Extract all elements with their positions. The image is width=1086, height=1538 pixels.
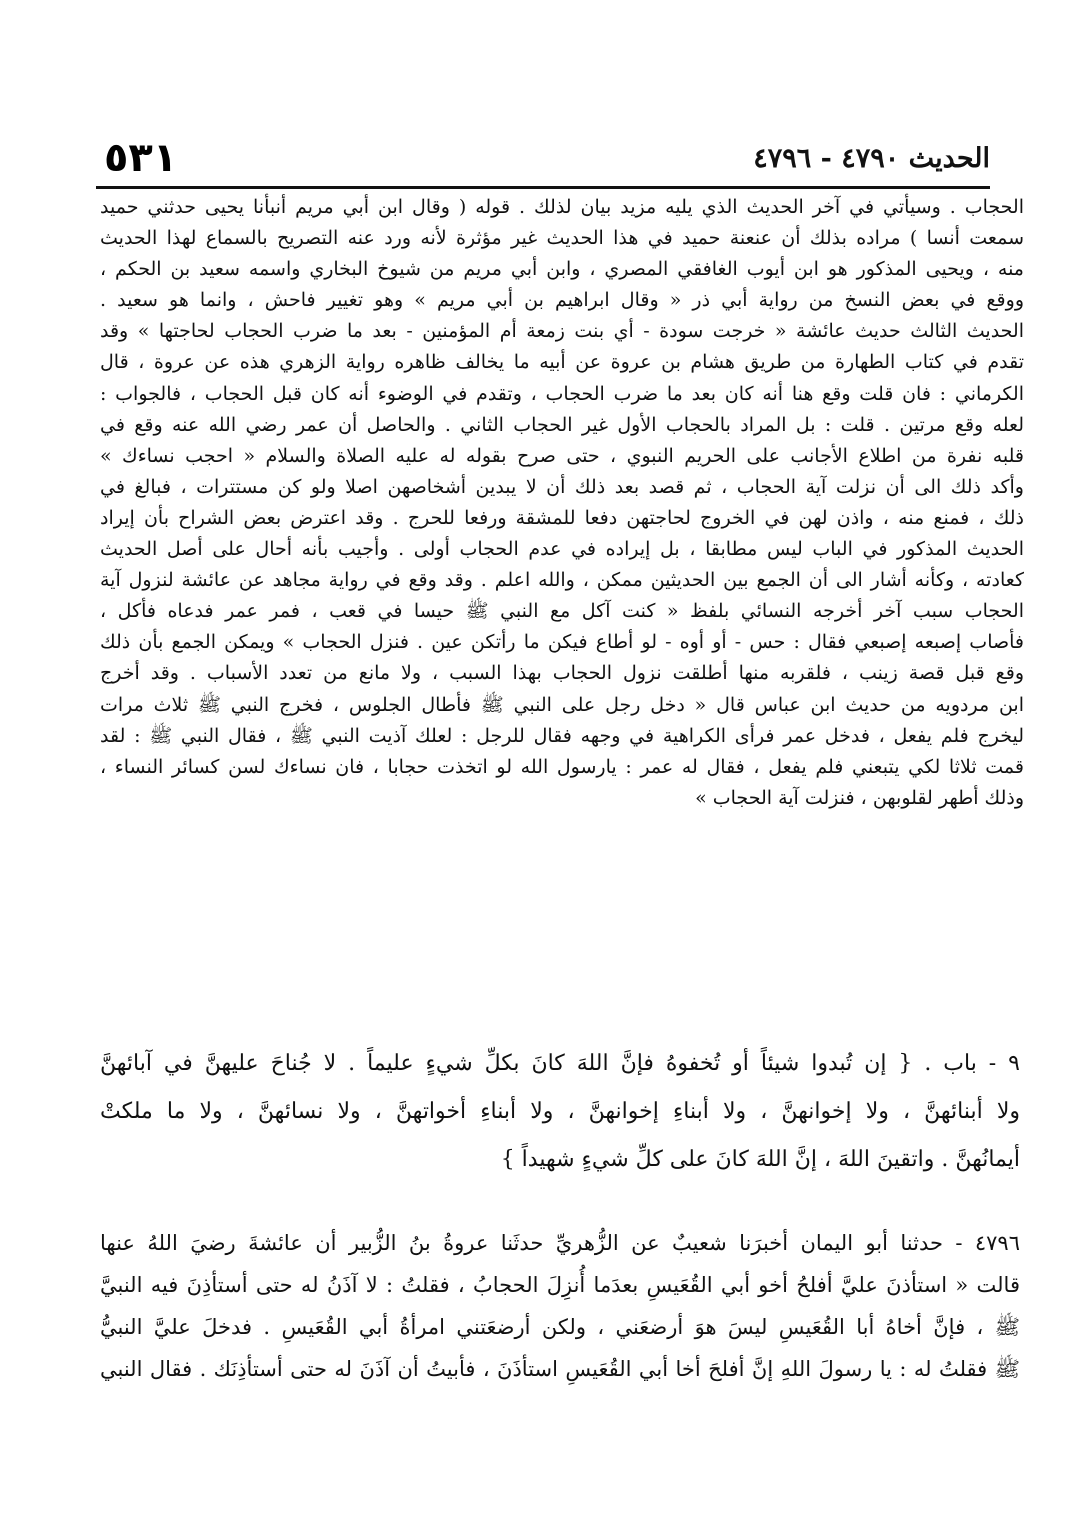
commentary-line: ابن مردويه من حديث ابن عباس قال « دخل رجل على النبي ﷺ فأطال الجلوس ، فخرج النبي ﷺ ثلاث مرات <box>100 693 1024 716</box>
commentary-line: سمعت أنسا ) مراده بذلك أن عنعنة حميد في هذا الحديث غير مؤثرة لأنه ورد عنه التصريح بالسماع لهذا الحديث <box>100 227 1024 250</box>
commentary-line: وقع قبل قصة زينب ، فلقربه منها أطلقت نزول الحجاب بهذا السبب ، ولا مانع من تعدد الأسباب . وقد أخرج <box>100 662 1024 685</box>
header-rule <box>96 186 990 189</box>
hadith-line: ﷺ فقلتُ له : يا رسولَ اللهِ إنَّ أفلحَ أخا أبي القُعَيسِ استأذَنَ ، فأبيتُ أن آذَنَ له حتى أستأذِنَك . فقال النبي <box>100 1357 1020 1381</box>
hadith-line: ﷺ ، فإنَّ أخاهُ أبا القُعَيسِ ليسَ هوَ أرضعَني ، ولكن أرضعَتني امرأةُ أبي القُعَيسِ . فدخلَ عليَّ النبيُّ <box>100 1315 1020 1339</box>
chapter-line: أيمانُهنَّ . واتقينَ اللهَ ، إنَّ اللهَ كانَ على كلِّ شيءٍ شهيداً } <box>500 1147 1020 1172</box>
commentary-line: منه ، ويحيى المذكور هو ابن أيوب الغافقي المصري ، وابن أبي مريم من شيوخ البخاري واسمه سعيد بن الحكم ، <box>100 258 1024 281</box>
page-header <box>104 136 990 180</box>
commentary-line: قمت ثلاثا لكي يتبعني فلم يفعل ، فقال له عمر : يارسول الله لو اتخذت حجابا ، فان نساءك لسن كسائر النساء ، <box>100 755 1024 778</box>
commentary-line: وأكد ذلك الى أن نزلت آية الحجاب ، ثم قصد بعد ذلك أن لا يبدين أشخاصهن اصلا ولو كن مستترات ، فبالغ في <box>100 475 1024 498</box>
commentary-line: قلبه نفرة من اطلاع الأجانب على الحريم النبوي ، حتى صرح بقوله له عليه الصلاة والسلام « احجب نساءك » <box>100 444 1024 467</box>
commentary-line: الحجاب . وسيأتي في آخر الحديث الذي يليه مزيد بيان لذلك . قوله ( وقال ابن أبي مريم أنبأنا يحيى حدثني حميد <box>100 196 1024 218</box>
hadith-line: ٤٧٩٦ - حدثنا أبو اليمان أخبرَنا شعيبٌ عن الزُّهريِّ حدثَنا عروةُ بنُ الزُّبير أن عائشةَ رضيَ اللهُ عنها <box>100 1231 1020 1255</box>
commentary-line: الكرماني : فان قلت وقع هنا أنه كان بعد ما ضرب الحجاب ، وتقدم في الوضوء أنه كان قبل الحجاب ، فالجواب : <box>100 382 1024 405</box>
page-number: ٥٣١ <box>104 135 178 181</box>
commentary-line: الحديث المذكور في الباب ليس مطابقا ، بل إيراده في عدم الحجاب أولى . وأجيب بأنه أحال على أصل الحديث <box>100 538 1024 561</box>
commentary-line: لعله وقع مرتين . قلت : بل المراد بالحجاب الأول غير الحجاب الثاني . والحاصل أن عمر رضي الله عنه وقع في <box>100 413 1024 436</box>
hadith-text <box>100 1222 1020 1390</box>
commentary-line: تقدم في كتاب الطهارة من طريق هشام بن عروة عن أبيه ما يخالف ظاهره رواية الزهري هذه عن عروة ، قال <box>100 351 1024 374</box>
commentary-line: وذلك أطهر لقلوبهن ، فنزلت آية الحجاب » <box>695 786 1024 809</box>
commentary-line: الحجاب سبب آخر أخرجه النسائي بلفظ « كنت آكل مع النبي ﷺ حيسا في قعب ، فمر عمر فدعاه فأكل ، <box>100 600 1024 623</box>
commentary-line: كعادته ، وكأنه أشار الى أن الجمع بين الحديثين ممكن ، والله اعلم . وقد وقع في رواية مجاهد عن عائشة لنزول آية <box>100 569 1024 592</box>
chapter-line: ٩ - باب . { إن تُبدوا شيئاً أو تُخفوهُ فإنَّ اللهَ كانَ بكلِّ شيءٍ عليماً . لا جُناحَ عليهنَّ في آبائهنَّ <box>100 1051 1020 1076</box>
chapter-heading <box>100 1040 1020 1184</box>
running-title: الحديث ٤٧٩٠ - ٤٧٩٦ <box>753 142 990 174</box>
chapter-line: ولا أبنائهنَّ ، ولا إخوانهنَّ ، ولا أبناءِ إخوانهنَّ ، ولا أبناءِ أخواتهنَّ ، ولا نسائهنَّ ، ولا ما ملكتْ <box>100 1099 1020 1124</box>
commentary-line: ووقع في بعض النسخ من رواية أبي ذر « وقال ابراهيم بن أبي مريم » وهو تغيير فاحش ، وانما هو سعيد . <box>100 289 1024 312</box>
commentary-line: ذلك ، فمنع منه ، واذن لهن في الخروج لحاجتهن دفعا للمشقة ورفعا للحرج . وقد اعترض بعض الشراح بأن إيراد <box>100 506 1024 529</box>
commentary-line: فأصاب إصبعه إصبعي فقال : حس - أو أوه - لو أطاع فيكن ما رأتكن عين . فنزل الحجاب » ويمكن الجمع بأن ذلك <box>100 631 1024 654</box>
commentary-line: ليخرج فلم يفعل ، فدخل عمر فرأى الكراهية في وجهه فقال للرجل : لعلك آذيت النبي ﷺ ، فقال النبي ﷺ : لقد <box>100 724 1024 747</box>
hadith-line: قالت « استأذنَ عليَّ أفلحُ أخو أبي القُعَيسِ بعدَما أُنزِلَ الحجابُ ، فقلتُ : لا آذَنُ له حتى أستأذِنَ فيه النبيَّ <box>100 1273 1020 1297</box>
commentary-section <box>100 192 1024 814</box>
commentary-line: الحديث الثالث حديث عائشة « خرجت سودة - أي بنت زمعة أم المؤمنين - بعد ما ضرب الحجاب لحاجتها » وقد <box>100 320 1024 343</box>
